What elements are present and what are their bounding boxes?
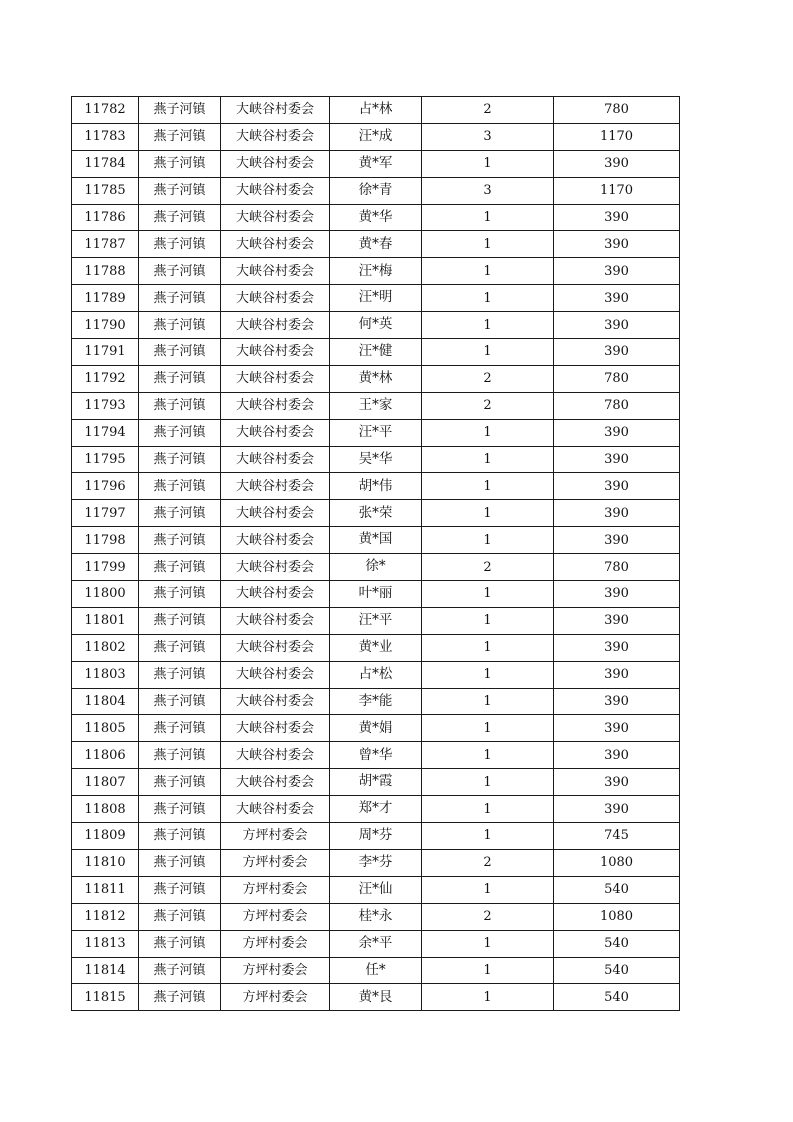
table-row [72,984,680,1011]
amount-cell: 390 [554,796,680,823]
township-cell: 燕子河镇 [139,957,221,984]
row-id-cell: 11798 [72,527,139,554]
count-cell: 1 [422,715,554,742]
village-committee-cell: 大峡谷村委会 [221,527,330,554]
name-cell: 胡*霞 [330,769,422,796]
row-id-cell: 11805 [72,715,139,742]
name-cell: 占*松 [330,661,422,688]
village-committee-cell: 大峡谷村委会 [221,796,330,823]
name-cell: 汪*仙 [330,876,422,903]
table-row [72,419,680,446]
village-committee-cell: 方坪村委会 [221,903,330,930]
table-row [72,339,680,366]
township-cell: 燕子河镇 [139,285,221,312]
township-cell: 燕子河镇 [139,796,221,823]
count-cell: 2 [422,554,554,581]
row-id-cell: 11813 [72,930,139,957]
row-id-cell: 11801 [72,607,139,634]
township-cell: 燕子河镇 [139,742,221,769]
township-cell: 燕子河镇 [139,419,221,446]
table-row [72,769,680,796]
township-cell: 燕子河镇 [139,769,221,796]
count-cell: 1 [422,742,554,769]
row-id-cell: 11785 [72,177,139,204]
amount-cell: 1080 [554,849,680,876]
table-row [72,473,680,500]
name-cell: 黄*华 [330,204,422,231]
row-id-cell: 11783 [72,123,139,150]
row-id-cell: 11800 [72,581,139,608]
row-id-cell: 11786 [72,204,139,231]
name-cell: 汪*健 [330,339,422,366]
table-row [72,392,680,419]
amount-cell: 390 [554,285,680,312]
village-committee-cell: 大峡谷村委会 [221,661,330,688]
village-committee-cell: 方坪村委会 [221,849,330,876]
amount-cell: 540 [554,984,680,1011]
amount-cell: 1170 [554,177,680,204]
village-committee-cell: 大峡谷村委会 [221,581,330,608]
village-committee-cell: 大峡谷村委会 [221,392,330,419]
village-committee-cell: 方坪村委会 [221,876,330,903]
table-body [72,97,680,1011]
table-row [72,849,680,876]
township-cell: 燕子河镇 [139,823,221,850]
amount-cell: 780 [554,554,680,581]
township-cell: 燕子河镇 [139,231,221,258]
row-id-cell: 11812 [72,903,139,930]
table-row [72,527,680,554]
count-cell: 1 [422,930,554,957]
count-cell: 1 [422,527,554,554]
village-committee-cell: 大峡谷村委会 [221,285,330,312]
count-cell: 1 [422,285,554,312]
township-cell: 燕子河镇 [139,876,221,903]
row-id-cell: 11803 [72,661,139,688]
table-row [72,661,680,688]
amount-cell: 540 [554,957,680,984]
table-row [72,123,680,150]
amount-cell: 780 [554,392,680,419]
table-row [72,796,680,823]
township-cell: 燕子河镇 [139,500,221,527]
row-id-cell: 11787 [72,231,139,258]
row-id-cell: 11804 [72,688,139,715]
name-cell: 黄*艮 [330,984,422,1011]
table-row [72,285,680,312]
amount-cell: 745 [554,823,680,850]
amount-cell: 540 [554,876,680,903]
count-cell: 1 [422,204,554,231]
name-cell: 桂*永 [330,903,422,930]
name-cell: 吴*华 [330,446,422,473]
amount-cell: 390 [554,661,680,688]
count-cell: 2 [422,365,554,392]
township-cell: 燕子河镇 [139,339,221,366]
count-cell: 1 [422,150,554,177]
row-id-cell: 11788 [72,258,139,285]
village-committee-cell: 大峡谷村委会 [221,634,330,661]
count-cell: 3 [422,123,554,150]
table-row [72,554,680,581]
village-committee-cell: 方坪村委会 [221,984,330,1011]
row-id-cell: 11796 [72,473,139,500]
name-cell: 徐* [330,554,422,581]
count-cell: 2 [422,903,554,930]
count-cell: 1 [422,419,554,446]
name-cell: 胡*伟 [330,473,422,500]
row-id-cell: 11806 [72,742,139,769]
name-cell: 叶*丽 [330,581,422,608]
name-cell: 周*芬 [330,823,422,850]
name-cell: 徐*青 [330,177,422,204]
township-cell: 燕子河镇 [139,688,221,715]
table-row [72,715,680,742]
count-cell: 1 [422,446,554,473]
table-row [72,150,680,177]
amount-cell: 1170 [554,123,680,150]
count-cell: 1 [422,473,554,500]
count-cell: 1 [422,500,554,527]
table-row [72,500,680,527]
name-cell: 王*家 [330,392,422,419]
village-committee-cell: 大峡谷村委会 [221,258,330,285]
name-cell: 汪*平 [330,419,422,446]
name-cell: 黄*娟 [330,715,422,742]
name-cell: 汪*明 [330,285,422,312]
village-committee-cell: 大峡谷村委会 [221,365,330,392]
township-cell: 燕子河镇 [139,177,221,204]
township-cell: 燕子河镇 [139,527,221,554]
row-id-cell: 11809 [72,823,139,850]
table-row [72,903,680,930]
name-cell: 李*能 [330,688,422,715]
village-committee-cell: 大峡谷村委会 [221,204,330,231]
amount-cell: 780 [554,365,680,392]
name-cell: 黄*国 [330,527,422,554]
name-cell: 张*荣 [330,500,422,527]
count-cell: 1 [422,339,554,366]
row-id-cell: 11815 [72,984,139,1011]
table-row [72,204,680,231]
amount-cell: 390 [554,527,680,554]
village-committee-cell: 大峡谷村委会 [221,150,330,177]
township-cell: 燕子河镇 [139,473,221,500]
township-cell: 燕子河镇 [139,123,221,150]
count-cell: 1 [422,258,554,285]
name-cell: 黄*林 [330,365,422,392]
village-committee-cell: 大峡谷村委会 [221,123,330,150]
amount-cell: 390 [554,258,680,285]
village-committee-cell: 大峡谷村委会 [221,688,330,715]
count-cell: 2 [422,392,554,419]
row-id-cell: 11782 [72,97,139,124]
amount-cell: 1080 [554,903,680,930]
row-id-cell: 11794 [72,419,139,446]
count-cell: 1 [422,769,554,796]
village-committee-cell: 大峡谷村委会 [221,473,330,500]
village-committee-cell: 大峡谷村委会 [221,607,330,634]
row-id-cell: 11789 [72,285,139,312]
village-committee-cell: 大峡谷村委会 [221,715,330,742]
data-table [71,96,680,1011]
township-cell: 燕子河镇 [139,204,221,231]
name-cell: 郑*才 [330,796,422,823]
name-cell: 何*英 [330,312,422,339]
village-committee-cell: 方坪村委会 [221,930,330,957]
amount-cell: 390 [554,446,680,473]
village-committee-cell: 大峡谷村委会 [221,419,330,446]
name-cell: 曾*华 [330,742,422,769]
table-row [72,742,680,769]
count-cell: 3 [422,177,554,204]
row-id-cell: 11802 [72,634,139,661]
amount-cell: 390 [554,607,680,634]
table-row [72,930,680,957]
amount-cell: 390 [554,204,680,231]
amount-cell: 390 [554,769,680,796]
amount-cell: 390 [554,742,680,769]
name-cell: 汪*成 [330,123,422,150]
village-committee-cell: 大峡谷村委会 [221,769,330,796]
name-cell: 任* [330,957,422,984]
township-cell: 燕子河镇 [139,554,221,581]
count-cell: 1 [422,661,554,688]
township-cell: 燕子河镇 [139,715,221,742]
village-committee-cell: 大峡谷村委会 [221,97,330,124]
township-cell: 燕子河镇 [139,312,221,339]
table-row [72,823,680,850]
village-committee-cell: 大峡谷村委会 [221,742,330,769]
name-cell: 黄*春 [330,231,422,258]
count-cell: 2 [422,97,554,124]
table-row [72,581,680,608]
name-cell: 汪*平 [330,607,422,634]
row-id-cell: 11807 [72,769,139,796]
count-cell: 1 [422,231,554,258]
name-cell: 汪*梅 [330,258,422,285]
table-row [72,957,680,984]
village-committee-cell: 大峡谷村委会 [221,446,330,473]
table-row [72,312,680,339]
township-cell: 燕子河镇 [139,634,221,661]
count-cell: 1 [422,796,554,823]
township-cell: 燕子河镇 [139,97,221,124]
count-cell: 1 [422,876,554,903]
table-row [72,365,680,392]
row-id-cell: 11808 [72,796,139,823]
amount-cell: 390 [554,715,680,742]
township-cell: 燕子河镇 [139,365,221,392]
row-id-cell: 11810 [72,849,139,876]
township-cell: 燕子河镇 [139,849,221,876]
name-cell: 黄*业 [330,634,422,661]
row-id-cell: 11793 [72,392,139,419]
name-cell: 占*林 [330,97,422,124]
count-cell: 1 [422,823,554,850]
amount-cell: 390 [554,312,680,339]
amount-cell: 540 [554,930,680,957]
amount-cell: 390 [554,339,680,366]
count-cell: 1 [422,957,554,984]
name-cell: 余*平 [330,930,422,957]
village-committee-cell: 大峡谷村委会 [221,231,330,258]
township-cell: 燕子河镇 [139,661,221,688]
row-id-cell: 11795 [72,446,139,473]
table-row [72,634,680,661]
township-cell: 燕子河镇 [139,930,221,957]
amount-cell: 390 [554,419,680,446]
row-id-cell: 11797 [72,500,139,527]
name-cell: 黄*军 [330,150,422,177]
row-id-cell: 11814 [72,957,139,984]
row-id-cell: 11792 [72,365,139,392]
amount-cell: 780 [554,97,680,124]
table-row [72,688,680,715]
name-cell: 李*芬 [330,849,422,876]
township-cell: 燕子河镇 [139,607,221,634]
row-id-cell: 11790 [72,312,139,339]
count-cell: 1 [422,607,554,634]
township-cell: 燕子河镇 [139,150,221,177]
table-row [72,177,680,204]
township-cell: 燕子河镇 [139,984,221,1011]
count-cell: 1 [422,984,554,1011]
village-committee-cell: 大峡谷村委会 [221,339,330,366]
amount-cell: 390 [554,150,680,177]
amount-cell: 390 [554,688,680,715]
count-cell: 2 [422,849,554,876]
count-cell: 1 [422,688,554,715]
township-cell: 燕子河镇 [139,258,221,285]
village-committee-cell: 大峡谷村委会 [221,554,330,581]
village-committee-cell: 大峡谷村委会 [221,312,330,339]
row-id-cell: 11811 [72,876,139,903]
amount-cell: 390 [554,500,680,527]
amount-cell: 390 [554,231,680,258]
village-committee-cell: 大峡谷村委会 [221,500,330,527]
table-row [72,607,680,634]
count-cell: 1 [422,312,554,339]
village-committee-cell: 方坪村委会 [221,957,330,984]
township-cell: 燕子河镇 [139,392,221,419]
row-id-cell: 11791 [72,339,139,366]
township-cell: 燕子河镇 [139,446,221,473]
table-row [72,446,680,473]
count-cell: 1 [422,581,554,608]
table-row [72,258,680,285]
table-row [72,876,680,903]
township-cell: 燕子河镇 [139,903,221,930]
amount-cell: 390 [554,634,680,661]
row-id-cell: 11799 [72,554,139,581]
table-row [72,97,680,124]
amount-cell: 390 [554,581,680,608]
village-committee-cell: 大峡谷村委会 [221,177,330,204]
amount-cell: 390 [554,473,680,500]
township-cell: 燕子河镇 [139,581,221,608]
row-id-cell: 11784 [72,150,139,177]
count-cell: 1 [422,634,554,661]
village-committee-cell: 方坪村委会 [221,823,330,850]
table-row [72,231,680,258]
